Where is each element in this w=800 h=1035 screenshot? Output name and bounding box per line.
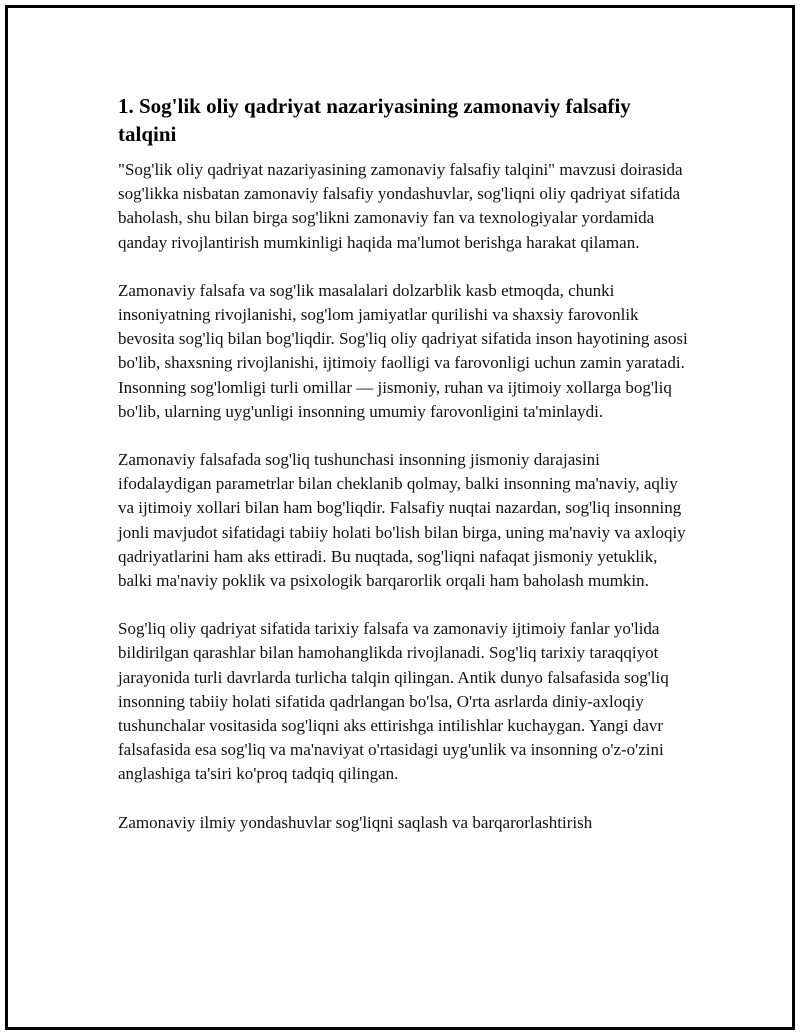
document-body	[118, 92, 688, 859]
paragraph-2: Zamonaviy falsafa va sog'lik masalalari dolzarblik kasb etmoqda, chunki insoniyatning rivojlanishi, sog'lom jamiyatlar qurilishi va shaxsiy farovonlik bevosita sog'liq bilan bog'liqdir. Sog'liq oliy qadriyat sifatida inson hayotining asosi bo'lib, shaxsning rivojlanishi, ijtimoiy faolligi va farovonligi uchun zamin yaratadi. Insonning sog'lomligi turli omillar — jismoniy, ruhan va ijtimoiy xollarga bog'liq bo'lib, ularning uyg'unligi insonning umumiy farovonligini ta'minlaydi.	[118, 280, 688, 421]
paragraph-5: Zamonaviy ilmiy yondashuvlar sog'liqni saqlash va barqarorlashtirish	[118, 812, 593, 832]
section-heading: 1. Sog'lik oliy qadriyat nazariyasining zamonaviy falsafiy talqini	[118, 94, 631, 146]
paragraph-4: Sog'liq oliy qadriyat sifatida tarixiy falsafa va zamonaviy ijtimoiy fanlar yo'lida bildirilgan qarashlar bilan hamohanglikda rivojlanadi. Sog'liq tarixiy taraqqiyot jarayonida turli davrlarda turlicha talqin qilingan. Antik dunyo falsafasida sog'liq insonning tabiiy holati sifatida qadrlangan bo'lsa, O'rta asrlarda diniy-axloqiy tushunchalar vositasida sog'liqni aks ettirishga intilishlar kuchaygan. Yangi davr falsafasida esa sog'liq va ma'naviyat o'rtasidagi uyg'unlik va insonning o'z-o'zini anglashiga ta'siri ko'proq tadqiq qilingan.	[118, 619, 669, 784]
paragraph-1: "Sog'lik oliy qadriyat nazariyasining zamonaviy falsafiy talqini" mavzusi doirasida sog'likka nisbatan zamonaviy falsafiy yondashuvlar, sog'liqni oliy qadriyat sifatida baholash, shu bilan birga sog'likni zamonaviy fan va texnologiyalar yordamida qanday rivojlantirish mumkinligi haqida ma'lumot berishga harakat qilaman.	[118, 160, 683, 252]
paragraph-3: Zamonaviy falsafada sog'liq tushunchasi insonning jismoniy darajasini ifodalaydigan parametrlar bilan cheklanib qolmay, balki insonning ma'naviy, aqliy va ijtimoiy xollari bilan ham bog'liqdir. Falsafiy nuqtai nazardan, sog'liq insonning jonli mavjudot sifatidagi tabiiy holati bo'lish bilan birga, uning ma'naviy va axloqiy qadriyatlarini ham aks ettiradi. Bu nuqtada, sog'liqni nafaqat jismoniy yetuklik, balki ma'naviy poklik va psixologik barqarorlik orqali ham baholash mumkin.	[118, 450, 686, 591]
